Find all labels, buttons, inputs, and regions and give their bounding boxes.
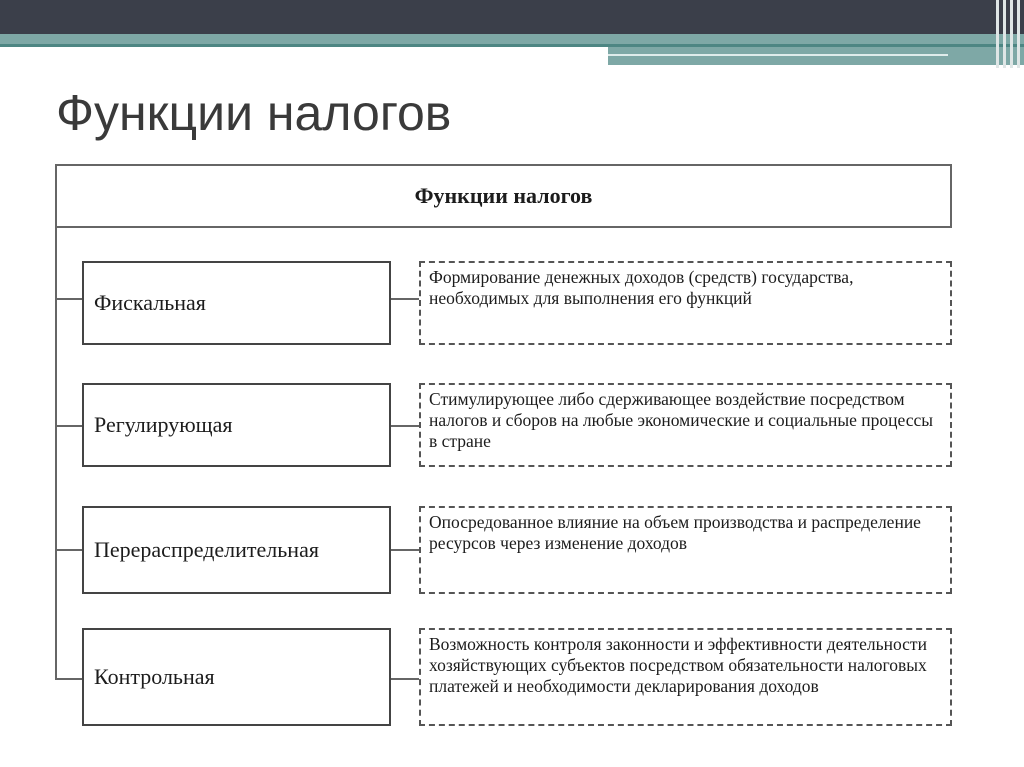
function-box-control [82, 628, 391, 726]
connector-line [55, 425, 82, 427]
diagram-spine-line [55, 226, 57, 680]
connector-line [391, 549, 419, 551]
connector-line [391, 678, 419, 680]
function-description: Опосредованное влияние на объем производства и распределение ресурсов через изменение доходов [419, 506, 952, 594]
function-label: Контрольная [94, 664, 215, 689]
function-label: Фискальная [94, 290, 206, 315]
diagram-header: Функции налогов [55, 164, 952, 228]
connector-line [391, 298, 419, 300]
function-box-fiscal [82, 261, 391, 345]
slide-title: Функции налогов [56, 85, 452, 141]
function-label: Регулирующая [94, 412, 233, 437]
function-box-regulating [82, 383, 391, 467]
connector-line [55, 678, 82, 680]
function-label: Перераспределительная [94, 537, 319, 562]
connector-line [391, 425, 419, 427]
function-description: Стимулирующее либо сдерживающее воздействие посредством налогов и сборов на любые экономические и социальные процессы в стране [419, 383, 952, 467]
connector-line [55, 549, 82, 551]
function-box-redistributive [82, 506, 391, 594]
connector-line [55, 298, 82, 300]
function-description: Формирование денежных доходов (средств) государства, необходимых для выполнения его функций [419, 261, 952, 345]
function-description: Возможность контроля законности и эффективности деятельности хозяйствующих субъектов посредством обязательности налоговых платежей и необходимости декларирования доходов [419, 628, 952, 726]
